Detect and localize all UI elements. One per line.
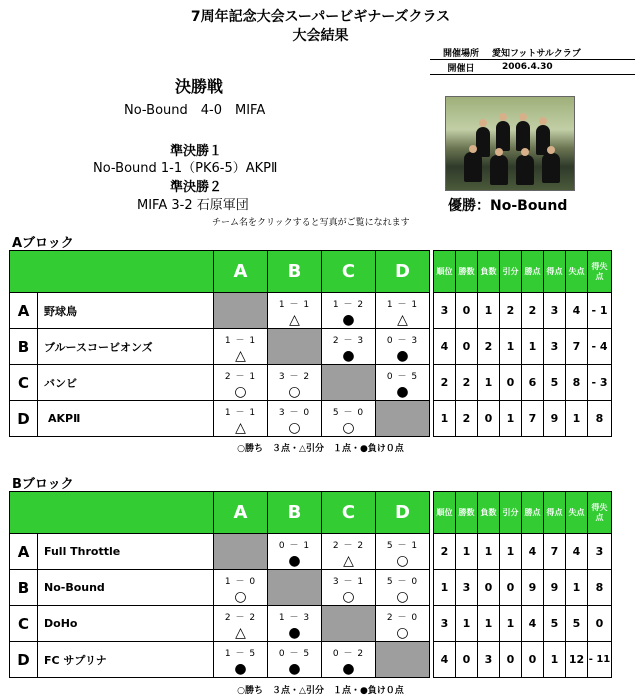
- stat-wins: 0: [456, 293, 478, 329]
- match-cell: [214, 401, 268, 437]
- self-cell: [322, 606, 376, 642]
- match-score: 1 － 1: [224, 335, 257, 346]
- stat-goals-for: 3: [544, 293, 566, 329]
- result-symbol: ○: [288, 419, 301, 436]
- stat-draws: 1: [500, 534, 522, 570]
- stat-header-goal-diff: 得失点: [588, 492, 612, 534]
- stat-wins: 1: [456, 606, 478, 642]
- match-cell: [322, 570, 376, 606]
- stat-goals-for: 7: [544, 534, 566, 570]
- stat-goal-diff: 8: [588, 570, 612, 606]
- match-cell: [376, 570, 430, 606]
- match-score: 3 － 1: [332, 576, 365, 587]
- match-cell: [322, 642, 376, 678]
- stat-wins: 1: [456, 534, 478, 570]
- col-header-d: D: [376, 492, 430, 534]
- stat-header-points: 勝点: [522, 492, 544, 534]
- match-score: 2 － 1: [224, 371, 257, 382]
- match-cell: [376, 534, 430, 570]
- semifinal1-result: No-Bound 1-1（PK6-5）AKPⅡ: [93, 161, 278, 176]
- stat-rank: 2: [434, 365, 456, 401]
- row-label: A: [10, 293, 38, 329]
- stat-rank: 4: [434, 329, 456, 365]
- stat-header-rank: 順位: [434, 251, 456, 293]
- team-photo[interactable]: [445, 96, 575, 191]
- result-symbol: ●: [234, 660, 247, 677]
- stat-rank: 3: [434, 293, 456, 329]
- stat-goal-diff: 3: [588, 534, 612, 570]
- match-score: 1 － 3: [278, 612, 311, 623]
- stat-wins: 0: [456, 329, 478, 365]
- result-symbol: ○: [342, 419, 355, 436]
- match-cell: [376, 365, 430, 401]
- match-score: 1 － 5: [224, 648, 257, 659]
- result-symbol: △: [397, 311, 408, 328]
- stat-header-goals-against: 失点: [566, 492, 588, 534]
- result-symbol: ●: [288, 660, 301, 677]
- stat-header-goals-against: 失点: [566, 251, 588, 293]
- block-b-table: [9, 491, 612, 678]
- table-row: [10, 642, 612, 678]
- row-label: B: [10, 570, 38, 606]
- match-cell: [214, 570, 268, 606]
- match-score: 5 － 0: [332, 407, 365, 418]
- stat-points: 6: [522, 365, 544, 401]
- match-cell: [268, 642, 322, 678]
- result-symbol: ●: [342, 660, 355, 677]
- self-cell: [268, 329, 322, 365]
- stat-wins: 2: [456, 401, 478, 437]
- match-score: 0 － 2: [332, 648, 365, 659]
- col-header-b: B: [268, 251, 322, 293]
- match-score: 1 － 0: [224, 576, 257, 587]
- row-label: B: [10, 329, 38, 365]
- stat-wins: 3: [456, 570, 478, 606]
- page-title: 7周年記念大会スーパービギナーズクラス: [190, 9, 451, 25]
- stat-goals-for: 3: [544, 329, 566, 365]
- row-label: D: [10, 401, 38, 437]
- stat-losses: 1: [478, 293, 500, 329]
- match-cell: [268, 401, 322, 437]
- stat-goals-against: 5: [566, 606, 588, 642]
- table-row: [10, 606, 612, 642]
- stat-goals-against: 4: [566, 534, 588, 570]
- stat-goals-against: 4: [566, 293, 588, 329]
- stat-goals-against: 8: [566, 365, 588, 401]
- stat-draws: 1: [500, 401, 522, 437]
- match-score: 0 － 3: [386, 335, 419, 346]
- col-header-c: C: [322, 251, 376, 293]
- match-score: 1 － 1: [278, 299, 311, 310]
- final-heading: 決勝戦: [175, 77, 224, 96]
- stat-draws: 0: [500, 642, 522, 678]
- match-cell: [214, 642, 268, 678]
- result-symbol: ●: [342, 311, 355, 328]
- click-note: チーム名をクリックすると写真がご覧になれます: [212, 218, 410, 228]
- stat-points: 2: [522, 293, 544, 329]
- match-cell: [214, 606, 268, 642]
- match-score: 1 － 2: [332, 299, 365, 310]
- result-symbol: ○: [234, 383, 247, 400]
- match-score: 2 － 2: [332, 540, 365, 551]
- stat-goals-for: 5: [544, 606, 566, 642]
- match-score: 5 － 1: [386, 540, 419, 551]
- team-name-link[interactable]: FC サプリナ: [38, 642, 214, 678]
- result-symbol: △: [235, 347, 246, 364]
- stat-draws: 0: [500, 365, 522, 401]
- result-symbol: ○: [396, 588, 409, 605]
- self-cell: [376, 401, 430, 437]
- match-score: 1 － 1: [224, 407, 257, 418]
- stat-rank: 1: [434, 570, 456, 606]
- stat-header-draws: 引分: [500, 251, 522, 293]
- block-a-title: Aブロック: [12, 236, 74, 251]
- match-cell: [322, 329, 376, 365]
- winner-label: 優勝：No-Bound: [448, 198, 568, 214]
- stat-losses: 1: [478, 606, 500, 642]
- result-symbol: ●: [396, 347, 409, 364]
- table-row: [10, 534, 612, 570]
- semifinal1-heading: 準決勝１: [170, 144, 223, 159]
- team-name-link[interactable]: AKPⅡ: [38, 401, 214, 437]
- stat-rank: 2: [434, 534, 456, 570]
- stat-header-wins: 勝数: [456, 492, 478, 534]
- self-cell: [214, 534, 268, 570]
- stat-losses: 1: [478, 534, 500, 570]
- match-score: 5 － 0: [386, 576, 419, 587]
- match-cell: [268, 293, 322, 329]
- stat-points: 4: [522, 534, 544, 570]
- result-symbol: ○: [288, 383, 301, 400]
- stat-goals-for: 1: [544, 642, 566, 678]
- stat-goals-for: 9: [544, 401, 566, 437]
- col-header-a: A: [214, 492, 268, 534]
- stat-goal-diff: 8: [588, 401, 612, 437]
- result-symbol: △: [235, 624, 246, 641]
- legend-b: ○勝ち ３点・△引分 １点・●負け０点: [237, 686, 404, 696]
- match-score: 1 － 1: [386, 299, 419, 310]
- match-cell: [268, 365, 322, 401]
- table-row: [10, 365, 612, 401]
- stat-points: 0: [522, 642, 544, 678]
- stat-header-draws: 引分: [500, 492, 522, 534]
- stat-points: 9: [522, 570, 544, 606]
- stat-header-goals-for: 得点: [544, 492, 566, 534]
- stat-rank: 4: [434, 642, 456, 678]
- stat-header-points: 勝点: [522, 251, 544, 293]
- match-score: 0 － 5: [386, 371, 419, 382]
- stat-losses: 0: [478, 401, 500, 437]
- result-symbol: ●: [288, 552, 301, 569]
- stat-goal-diff: - 4: [588, 329, 612, 365]
- team-name-link[interactable]: ブルースコービオンズ: [38, 329, 214, 365]
- semifinal2-result: MIFA 3-2 石原軍団: [137, 198, 249, 213]
- stat-points: 4: [522, 606, 544, 642]
- stat-rank: 3: [434, 606, 456, 642]
- stat-losses: 3: [478, 642, 500, 678]
- match-cell: [376, 606, 430, 642]
- col-header-c: C: [322, 492, 376, 534]
- result-symbol: ○: [234, 588, 247, 605]
- stat-goals-against: 1: [566, 401, 588, 437]
- block-b-title: Bブロック: [12, 477, 74, 492]
- match-score: 0 － 5: [278, 648, 311, 659]
- stat-points: 1: [522, 329, 544, 365]
- stat-header-rank: 順位: [434, 492, 456, 534]
- table-row: [10, 293, 612, 329]
- table-row: [10, 570, 612, 606]
- team-name-link[interactable]: DoHo: [38, 606, 214, 642]
- match-score: 3 － 0: [278, 407, 311, 418]
- self-cell: [376, 642, 430, 678]
- self-cell: [214, 293, 268, 329]
- match-cell: [268, 534, 322, 570]
- match-cell: [376, 329, 430, 365]
- stat-header-goal-diff: 得失点: [588, 251, 612, 293]
- match-score: 3 － 2: [278, 371, 311, 382]
- result-symbol: ○: [396, 624, 409, 641]
- stat-rank: 1: [434, 401, 456, 437]
- match-cell: [268, 606, 322, 642]
- col-header-b: B: [268, 492, 322, 534]
- stat-goal-diff: - 11: [588, 642, 612, 678]
- stat-header-wins: 勝数: [456, 251, 478, 293]
- stat-draws: 1: [500, 329, 522, 365]
- page-subtitle: 大会結果: [292, 28, 349, 44]
- stat-wins: 0: [456, 642, 478, 678]
- team-name-link[interactable]: Full Throttle: [38, 534, 214, 570]
- stat-header-losses: 負数: [478, 251, 500, 293]
- match-cell: [214, 329, 268, 365]
- team-name-link[interactable]: No-Bound: [38, 570, 214, 606]
- result-symbol: △: [235, 419, 246, 436]
- stat-draws: 0: [500, 570, 522, 606]
- match-score: 0 － 1: [278, 540, 311, 551]
- result-symbol: △: [289, 311, 300, 328]
- stat-wins: 2: [456, 365, 478, 401]
- match-score: 2 － 0: [386, 612, 419, 623]
- result-symbol: ●: [288, 624, 301, 641]
- self-cell: [322, 365, 376, 401]
- row-label: D: [10, 642, 38, 678]
- result-symbol: ○: [342, 588, 355, 605]
- row-label: C: [10, 365, 38, 401]
- stat-goal-diff: 0: [588, 606, 612, 642]
- venue-label: 開催場所: [442, 48, 479, 59]
- team-name-link[interactable]: バンビ: [38, 365, 214, 401]
- stat-losses: 2: [478, 329, 500, 365]
- table-row: [10, 329, 612, 365]
- stat-losses: 0: [478, 570, 500, 606]
- stat-goals-against: 1: [566, 570, 588, 606]
- stat-goals-for: 5: [544, 365, 566, 401]
- result-symbol: ●: [342, 347, 355, 364]
- stat-draws: 1: [500, 606, 522, 642]
- result-symbol: ●: [396, 383, 409, 400]
- team-name-link[interactable]: 野球鳥: [38, 293, 214, 329]
- result-symbol: △: [343, 552, 354, 569]
- row-label: A: [10, 534, 38, 570]
- date-label: 開催日: [447, 63, 475, 74]
- stat-goals-against: 12: [566, 642, 588, 678]
- stat-goals-against: 7: [566, 329, 588, 365]
- stat-header-goals-for: 得点: [544, 251, 566, 293]
- stat-draws: 2: [500, 293, 522, 329]
- result-symbol: ○: [396, 552, 409, 569]
- date-value: 2006.4.30: [502, 62, 553, 72]
- stat-points: 7: [522, 401, 544, 437]
- row-label: C: [10, 606, 38, 642]
- self-cell: [268, 570, 322, 606]
- stat-goal-diff: - 3: [588, 365, 612, 401]
- stat-goal-diff: - 1: [588, 293, 612, 329]
- match-cell: [322, 293, 376, 329]
- match-cell: [214, 365, 268, 401]
- col-header-d: D: [376, 251, 430, 293]
- final-result: No-Bound 4-0 MIFA: [124, 103, 266, 118]
- stat-header-losses: 負数: [478, 492, 500, 534]
- match-score: 2 － 2: [224, 612, 257, 623]
- semifinal2-heading: 準決勝２: [170, 180, 223, 195]
- stat-losses: 1: [478, 365, 500, 401]
- legend-a: ○勝ち ３点・△引分 １点・●負け０点: [237, 444, 404, 454]
- match-cell: [322, 401, 376, 437]
- match-cell: [322, 534, 376, 570]
- block-a-table: [9, 250, 612, 437]
- match-cell: [376, 293, 430, 329]
- match-score: 2 － 3: [332, 335, 365, 346]
- venue-value: 愛知フットサルクラブ: [492, 48, 581, 59]
- stat-goals-for: 9: [544, 570, 566, 606]
- col-header-a: A: [214, 251, 268, 293]
- table-row: [10, 401, 612, 437]
- venue-info: [430, 45, 635, 75]
